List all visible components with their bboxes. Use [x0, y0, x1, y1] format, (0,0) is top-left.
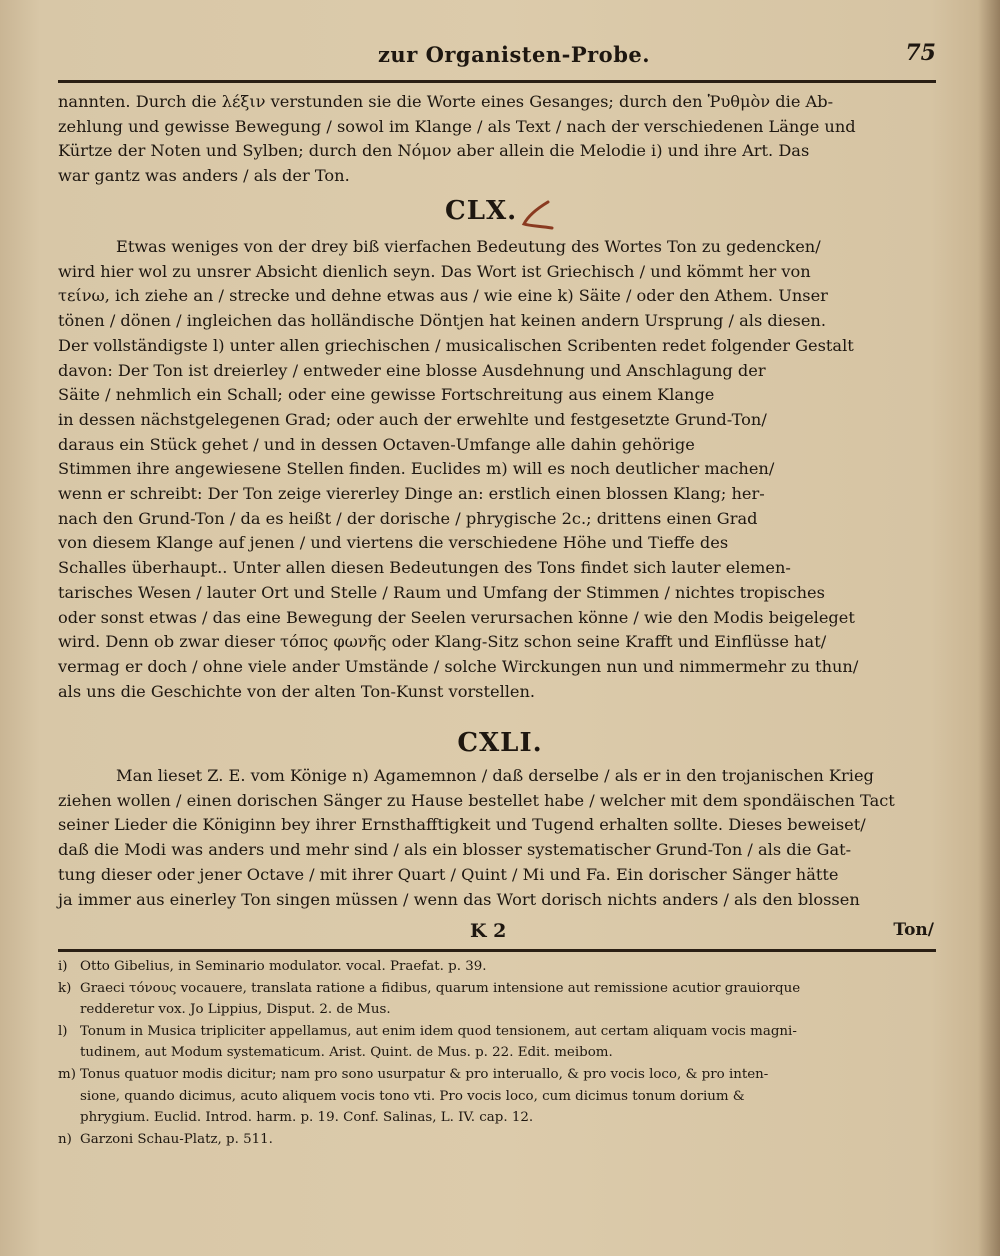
text-line: Säite / nehmlich ein Schall; oder eine gewisse Fortschreitung aus einem Klange [58, 385, 715, 405]
footnote-marker: l) [58, 1023, 68, 1039]
text-line: seiner Lieder die Königinn bey ihrer Ernsthafftigkeit und Tugend erhalten sollte. Dieses beweiset/ [58, 815, 866, 835]
text-line: davon: Der Ton ist dreierley / entweder eine blosse Ausdehnung und Anschlagung der [58, 360, 766, 380]
footnote-text: phrygium. Euclid. Introd. harm. p. 19. Conf. Salinas, L. IV. cap. 12. [80, 1110, 534, 1126]
footnote-marker: k) [58, 980, 72, 996]
footnote-text: Otto Gibelius, in Seminario modulator. vocal. Praefat. p. 39. [80, 959, 487, 974]
text-line: als uns die Geschichte von der alten Ton-Kunst vorstellen. [58, 681, 536, 701]
footnote-l [58, 1021, 936, 1043]
footnote-marker: i) [58, 959, 68, 974]
footnote-text: sione, quando dicimus, acuto aliquem vocis tono vti. Pro vocis loco, cum dicimus tonum dorium & [80, 1088, 745, 1104]
footnote-marker: m) [58, 1066, 76, 1082]
footnote-text: redderetur vox. Jo Lippius, Disput. 2. de Mus. [80, 1002, 391, 1018]
text-line: tönen / dönen / ingleichen das holländische Döntjen hat keinen andern Ursprung / als diesen. [58, 311, 827, 331]
text-line: daß die Modi was anders und mehr sind / als ein blosser systematischer Grund-Ton / als die Gat- [58, 840, 852, 860]
text-line: von diesem Klange auf jenen / und viertens die verschiedene Höhe und Tieffe des [58, 533, 729, 553]
text-line: in dessen nächstgelegenen Grad; oder auch der erwehlte und festgesetzte Grund-Ton/ [58, 409, 767, 429]
text-line: nannten. Durch die λέξιν verstunden sie die Worte eines Gesanges; durch den Ῥυθμὸν die Ab- [58, 92, 834, 111]
running-head: zur Organisten-Probe. [378, 42, 651, 67]
text-line: nach den Grund-Ton / da es heißt / der dorische / phrygische 2c.; drittens einen Grad [58, 508, 758, 528]
section-clx-text [58, 235, 938, 704]
text-line: Etwas weniges von der drey biß vierfachen Bedeutung des Wortes Ton zu gedencken/ [116, 237, 821, 256]
text-line: Der vollständigste l) unter allen griechischen / musicalischen Scribenten redet folgender Gestalt [58, 335, 854, 355]
text-line: Stimmen ihre angewiesene Stellen finden. Euclides m) will es noch deutlicher machen/ [58, 459, 775, 479]
catchword: Ton/ [893, 920, 934, 940]
text-line: tung dieser oder jener Octave / mit ihrer Quart / Quint / Mi und Fa. Ein dorischer Sänger hätte [58, 864, 839, 884]
text-line: ja immer aus einerley Ton singen müssen / wenn das Wort dorisch nichts anders / als den blossen [58, 889, 860, 909]
page-header [58, 36, 936, 76]
text-line: τείνω, ich ziehe an / strecke und dehne etwas aus / wie eine k) Säite / oder den Athem. Unser [58, 286, 828, 306]
section-heading-cxli: CXLI. [457, 728, 543, 758]
text-line: daraus ein Stück gehet / und in dessen Octaven-Umfange alle dahin gehörige [58, 434, 695, 454]
text-line: Kürtze der Noten und Sylben; durch den Νόμον aber allein die Melodie i) und ihre Art. Das [58, 141, 810, 161]
page-edge-shadow [978, 0, 1000, 1256]
section-heading-clx: CLX. [445, 196, 518, 226]
footnote-rule [58, 949, 936, 952]
text-line: ziehen wollen / einen dorischen Sänger zu Hause bestellet habe / welcher mit dem spondäischen Tact [58, 790, 895, 810]
text-line: Schalles überhaupt.. Unter allen diesen Bedeutungen des Tons findet sich lauter elemen- [58, 558, 791, 578]
text-line: oder sonst etwas / das eine Bewegung der Seelen verursachen könne / wie den Modis beigeleget [58, 607, 855, 627]
text-line: wenn er schreibt: Der Ton zeige viererley Dinge an: erstlich einen blossen Klang; her- [58, 484, 765, 504]
handwritten-mark [518, 198, 558, 232]
text-line: vermag er doch / ohne viele ander Umstände / solche Wirckungen nun und nimmermehr zu thun/ [58, 656, 859, 676]
footnote-text: tudinem, aut Modum systematicum. Arist. Quint. de Mus. p. 22. Edit. meibom. [80, 1045, 613, 1061]
section-cxli-text [58, 764, 938, 912]
footnote-text: Garzoni Schau-Platz, p. 511. [80, 1131, 273, 1147]
footnote-i [58, 956, 936, 978]
text-line: war gantz was anders / als der Ton. [58, 166, 350, 186]
text-line: wird. Denn ob zwar dieser τόπος φωνῆς oder Klang-Sitz schon seine Krafft und Einflüsse hat/ [58, 632, 827, 652]
footnote-text: Tonus quatuor modis dicitur; nam pro sono usurpatur & pro interuallo, & pro vocis loco, & pro inten- [80, 1066, 769, 1082]
text-line: tarisches Wesen / lauter Ort und Stelle / Raum und Umfang der Stimmen / nichtes tropisches [58, 582, 825, 602]
footnote-text: Graeci τόνους vocauere, translata ratione a fidibus, quarum intensione aut remissione acutior grauiorque [80, 980, 801, 996]
footnote-m [58, 1064, 936, 1086]
footnote-marker: n) [58, 1131, 72, 1147]
header-rule [58, 80, 936, 83]
page-number: 75 [905, 40, 936, 66]
signature-mark: K 2 [470, 920, 507, 942]
footnote-k [58, 978, 936, 1000]
text-line: zehlung und gewisse Bewegung / sowol im Klange / als Text / nach der verschiedenen Länge und [58, 116, 856, 136]
footnote-text: Tonum in Musica tripliciter appellamus, aut enim idem quod tensionem, aut certam aliquam vocis magni- [80, 1023, 797, 1039]
text-line: wird hier wol zu unsrer Absicht dienlich seyn. Das Wort ist Griechisch / und kömmt her von [58, 261, 811, 281]
footnotes [58, 956, 936, 1150]
footnote-n [58, 1129, 936, 1151]
paragraph-continuation [58, 90, 938, 189]
text-line: Man lieset Z. E. vom Könige n) Agamemnon / daß derselbe / als er in den trojanischen Krieg [116, 766, 874, 785]
